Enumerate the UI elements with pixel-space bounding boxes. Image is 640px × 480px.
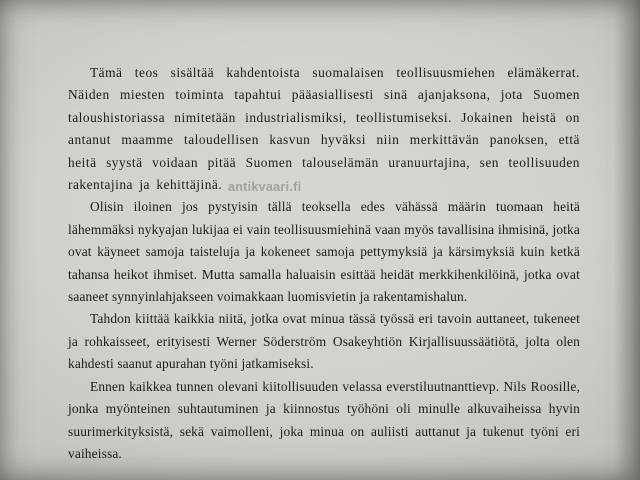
watermark-text: antikvaari.fi	[228, 180, 302, 194]
paragraph-1: Tämä teos sisältää kahdentoista suomalaisen teollisuusmiehen elämäkerrat. Näiden miesten toiminta tapahtui pääasiallisesti sinä ajanjaksona, jota Suomen taloushistoriassa nimitetään industrialismiksi, teollistumiseksi. Jokainen heistä on antanut maamme taloudellisen kasvun hyväksi niin merkittävän panoksen, että heitä syystä voidaan pitää Suomen talouselämän uranuurtajina, sen teollisuuden rakentajina ja kehittäjinä.	[68, 65, 580, 193]
paragraph-2: Olisin iloinen jos pystyisin tällä teoksella edes vähässä määrin tuomaan heitä lähemmäksi nykyajan lukijaa ei vain teollisuusmiehinä vaan myös tavallisina ihmisinä, jotka ovat käyneet samoja taisteluja ja kokeneet samoja pettymyksiä ja kärsimyksiä kuin ketkä tahansa heikot ihmiset. Mutta samalla haluaisin esittää heidät merkkihenkilöinä, jotka ovat saaneet synnyinlahjakseen voimakkaan luomisvietin ja rakentamishalun.	[68, 199, 580, 305]
paragraph-3: Tahdon kiittää kaikkia niitä, jotka ovat minua tässä työssä eri tavoin auttaneet, tukeneet ja rohkaisseet, erityisesti Werner Söderström Osakeyhtiön Kirjallisuussäätiötä, jolta olen kahdesti saanut apurahan työni jatkamiseksi.	[68, 311, 580, 372]
page-text-block	[68, 62, 580, 465]
paragraph-4: Ennen kaikkea tunnen olevani kiitollisuuden velassa everstiluutnanttievp. Nils Roosille, jonka myönteinen suhtautuminen ja kiinnostus työhöni oli minulle alkuvaiheissa hyvin suurimerkityksistä, sekä vaimolleni, joka minua on auliisti auttanut ja tukenut työni eri vaiheissa.	[68, 378, 580, 461]
